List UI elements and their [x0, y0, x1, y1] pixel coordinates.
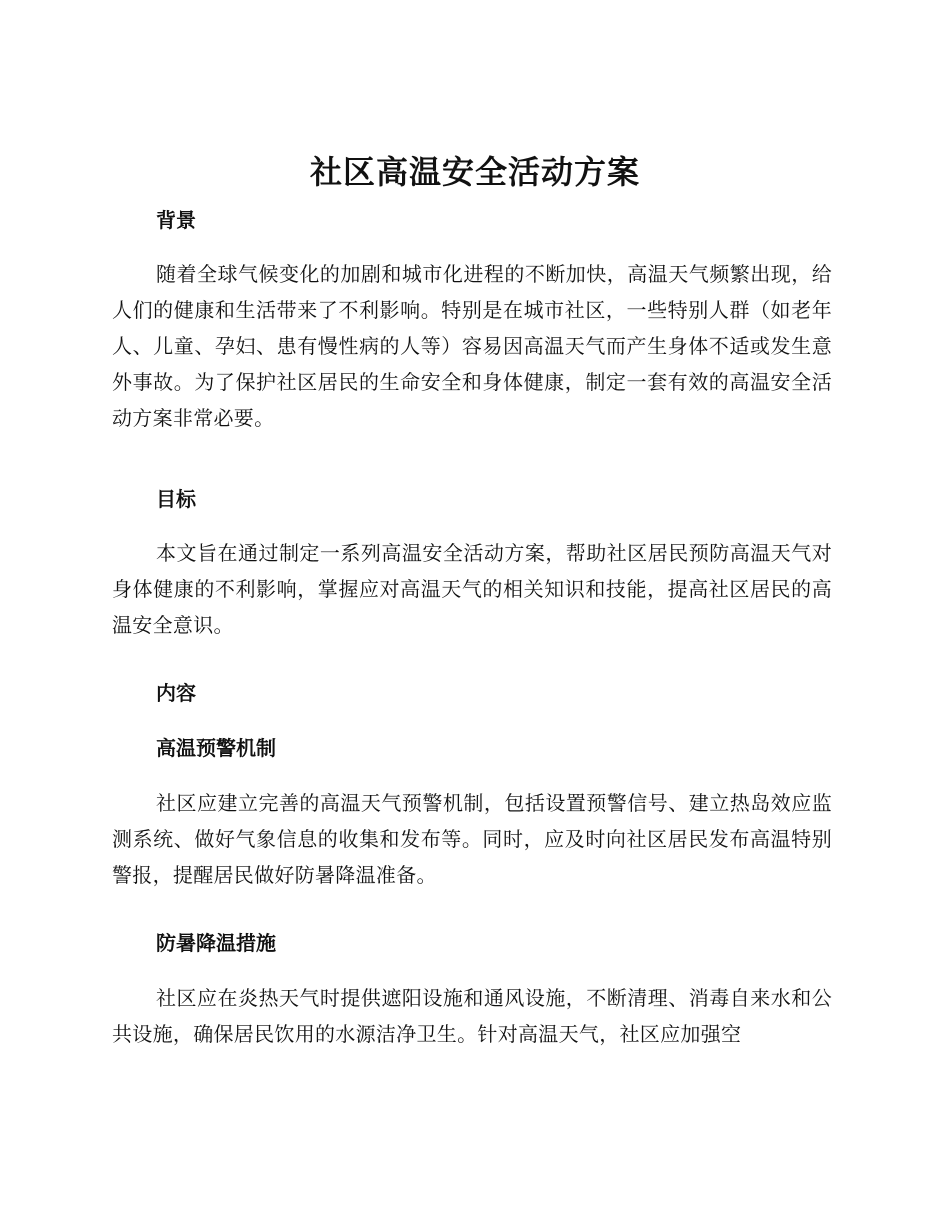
section-heading-warning-mechanism: 高温预警机制 — [156, 736, 276, 760]
section-heading-background: 背景 — [156, 208, 196, 232]
section-heading-content: 内容 — [156, 681, 196, 705]
section-heading-cooling-measures: 防暑降温措施 — [156, 931, 276, 955]
section-paragraph-warning-mechanism: 社区应建立完善的高温天气预警机制，包括设置预警信号、建立热岛效应监测系统、做好气象信息的收集和发布等。同时，应及时向社区居民发布高温特别警报，提醒居民做好防暑降温准备。 — [112, 791, 832, 887]
section-paragraph-goal: 本文旨在通过制定一系列高温安全活动方案，帮助社区居民预防高温天气对身体健康的不利影响，掌握应对高温天气的相关知识和技能，提高社区居民的高温安全意识。 — [112, 541, 832, 637]
section-paragraph-cooling-measures: 社区应在炎热天气时提供遮阳设施和通风设施，不断清理、消毒自来水和公共设施，确保居民饮用的水源洁净卫生。针对高温天气，社区应加强空 — [112, 986, 832, 1046]
section-paragraph-background: 随着全球气候变化的加剧和城市化进程的不断加快，高温天气频繁出现，给人们的健康和生活带来了不利影响。特别是在城市社区，一些特别人群（如老年人、儿童、孕妇、患有慢性病的人等）容易因高温天气而产生身体不适或发生意外事故。为了保护社区居民的生命安全和身体健康，制定一套有效的高温安全活动方案非常必要。 — [112, 262, 832, 430]
section-heading-goal: 目标 — [156, 487, 196, 511]
document-title: 社区高温安全活动方案 — [309, 153, 640, 191]
